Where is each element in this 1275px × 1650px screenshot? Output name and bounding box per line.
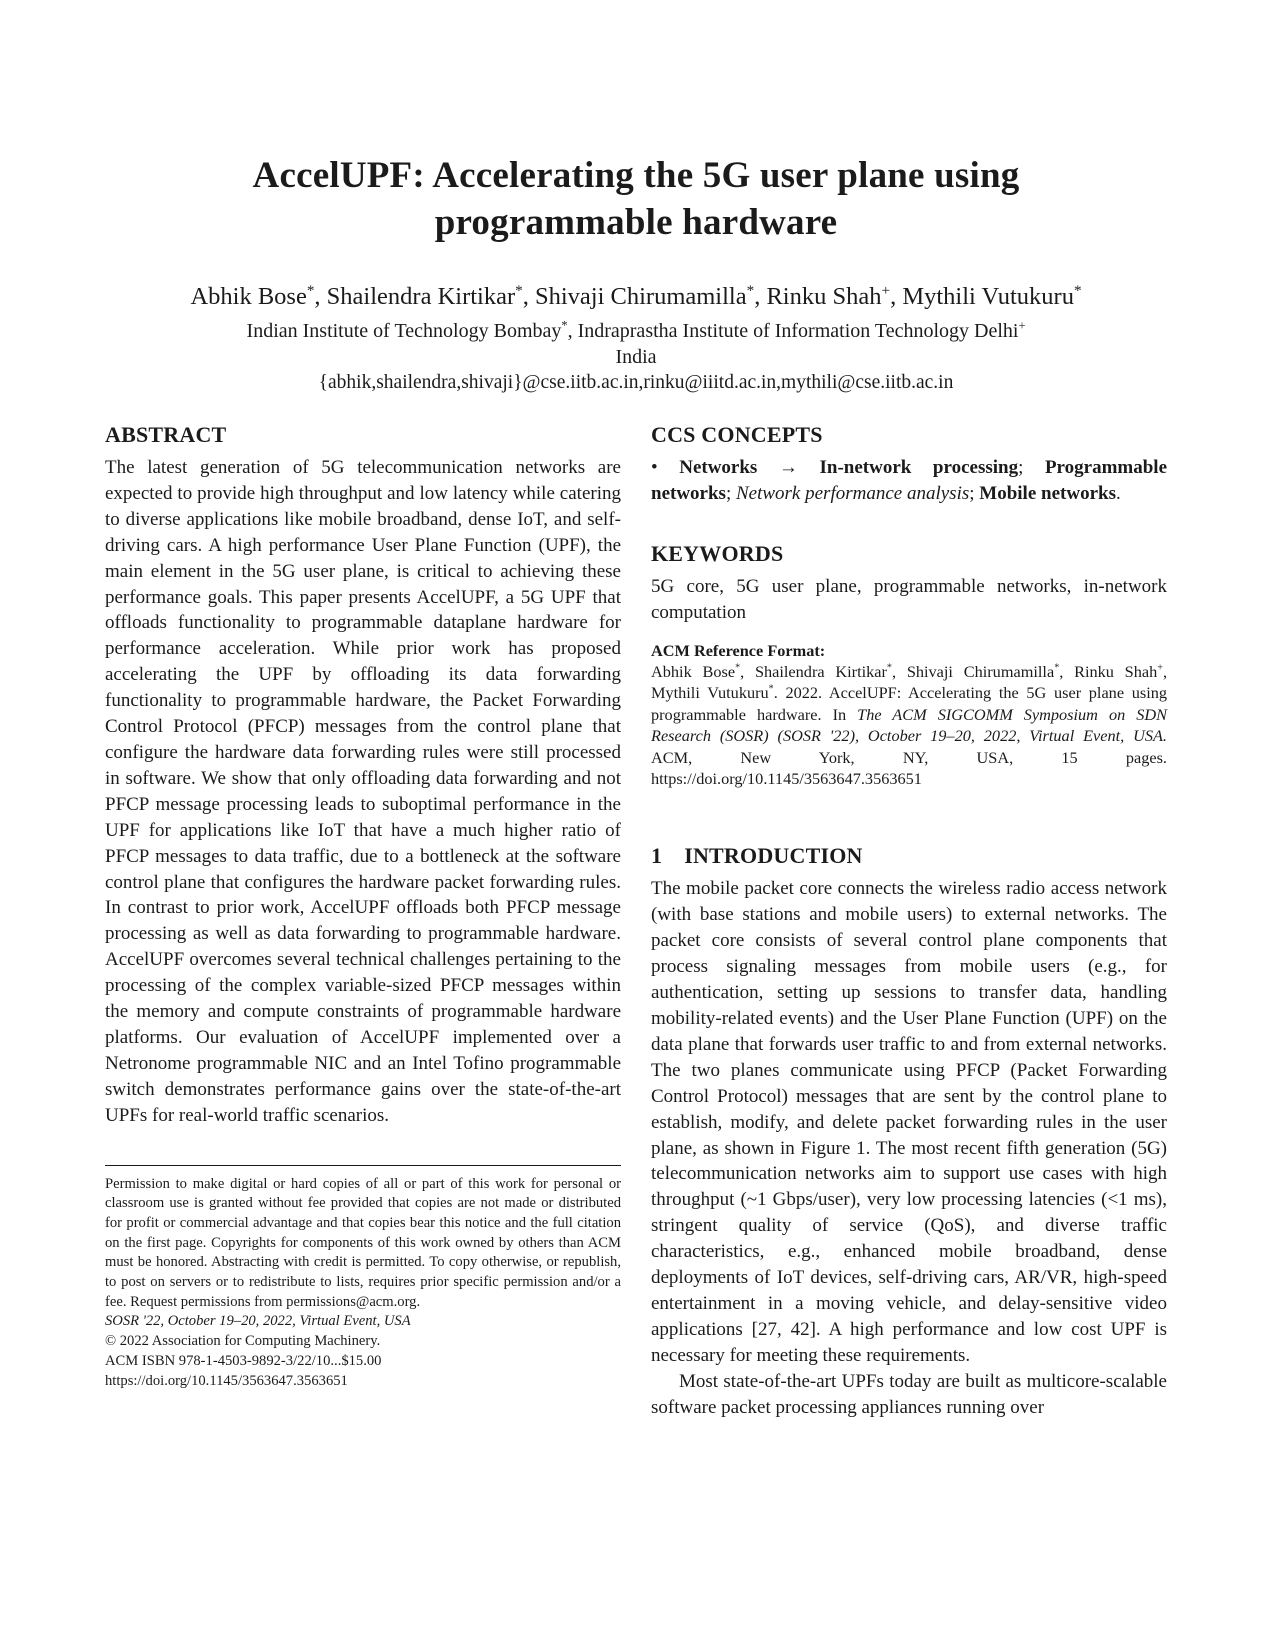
country-line: India	[615, 346, 657, 368]
footnote-divider	[105, 1165, 621, 1166]
intro-paragraph-1: The mobile packet core connects the wireless radio access network (with base stations and mobile users) to external networks. The packet core consists of several control plane components that process signaling messages from mobile users (e.g., for authentication, setting up sessions to transfer data, handling mobility-related events) and the User Plane Function (UPF) on the data plane that forwards user traffic to and from external networks. The two planes communicate using PFCP (Packet Forwarding Control Protocol) messages that are sent by the control plane to establish, modify, and delete packet forwarding rules in the user plane, as shown in Figure 1. The most recent fifth generation (5G) telecommunication networks aim to support use cases with high throughput (~1 Gbps/user), very low processing latencies (<1 ms), stringent quality of service (QoS), and diverse traffic characteristics, e.g., enhanced mobile broadband, dense deployments of IoT devices, self-driving cars, AR/VR, high-speed entertainment in a moving vehicle, and delay-sensitive video applications [27, 42]. A high performance and low cost UPF is necessary for meeting these requirements.	[651, 878, 1167, 1366]
acm-reference-section	[651, 640, 1167, 790]
isbn-line: ACM ISBN 978-1-4503-9892-3/22/10...$15.00	[105, 1352, 382, 1369]
email-line: {abhik,shailendra,shivaji}@cse.iitb.ac.in,rinku@iiitd.ac.in,mythili@cse.iitb.ac.in	[318, 372, 954, 393]
copyright-line: © 2022 Association for Computing Machinery.	[105, 1333, 381, 1350]
abstract-section	[105, 422, 621, 1129]
permission-text: Permission to make digital or hard copies of all or part of this work for personal or classroom use is granted without fee provided that copies are not made or distributed for profit or commercial advantage and that copies bear this notice and the full citation on the first page. Copyrights for components of this work owned by others than ACM must be honored. Abstracting with credit is permitted. To copy otherwise, or republish, to post on servers or to redistribute to lists, requires prior specific permission and/or a fee. Request permissions from permissions@acm.org.	[105, 1175, 621, 1310]
section-number: 1	[651, 843, 663, 869]
abstract-heading: ABSTRACT	[105, 422, 227, 447]
authors-line: Abhik Bose*, Shailendra Kirtikar*, Shivaji Chirumamilla*, Rinku Shah+, Mythili Vutukuru*	[190, 281, 1082, 310]
two-column-layout	[105, 422, 1167, 1421]
copyright-footnote	[105, 1165, 621, 1392]
doi-link[interactable]	[105, 1372, 621, 1392]
section-title: INTRODUCTION	[684, 843, 863, 869]
introduction-heading	[651, 843, 1167, 869]
doi-url[interactable]: https://doi.org/10.1145/3563647.3563651	[105, 1372, 348, 1389]
intro-paragraph-2: Most state-of-the-art UPFs today are built as multicore-scalable software packet processing appliances running over	[651, 1370, 1167, 1418]
acm-reference-body: Abhik Bose*, Shailendra Kirtikar*, Shivaji Chirumamilla*, Rinku Shah+, Mythili Vutukuru*. 2022. AccelUPF: Accelerating the 5G user plane using programmable hardware. In The ACM SIGCOMM Symposium on SDN Research (SOSR) (SOSR '22), October 19–20, 2022, Virtual Event, USA. ACM, New York, NY, USA, 15 pages. https://doi.org/10.1145/3563647.3563651	[651, 662, 1168, 789]
acm-reference-heading: ACM Reference Format:	[651, 640, 826, 660]
right-column	[651, 422, 1167, 1421]
conference-line: SOSR '22, October 19–20, 2022, Virtual Event, USA	[105, 1313, 411, 1330]
ccs-section	[651, 422, 1167, 507]
keywords-heading: KEYWORDS	[651, 540, 784, 566]
ccs-body: • Networks → In-network processing; Programmable networks; Network performance analysis; Mobile networks.	[651, 457, 1167, 504]
keywords-body: 5G core, 5G user plane, programmable networks, in-network computation	[651, 575, 1167, 623]
paper-title: AccelUPF: Accelerating the 5G user plane using programmable hardware	[252, 155, 1020, 243]
ccs-heading: CCS CONCEPTS	[651, 422, 823, 447]
keywords-section	[651, 541, 1167, 626]
abstract-body: The latest generation of 5G telecommunication networks are expected to provide high throughput and low latency while catering to diverse applications like mobile broadband, dense IoT, and self-driving cars. A high performance User Plane Function (UPF), the main element in the 5G user plane, is critical to achieving these performance goals. This paper presents AccelUPF, a 5G UPF that offloads functionality to programmable dataplane hardware for performance acceleration. While prior work has proposed accelerating the UPF by offloading its data forwarding functionality to programmable hardware, the Packet Forwarding Control Protocol (PFCP) messages from the control plane that configure the hardware data forwarding rules were still processed in software. We show that only offloading data forwarding and not PFCP message processing leads to suboptimal performance in the UPF for applications like IoT that have a much higher ratio of PFCP messages to data traffic, due to a bottleneck at the software control plane that configures the hardware packet forwarding rules. In contrast to prior work, AccelUPF offloads both PFCP message processing as well as data forwarding to programmable hardware. AccelUPF overcomes several technical challenges pertaining to the processing of the complex variable-sized PFCP messages within the memory and compute constraints of programmable hardware platforms. Our evaluation of AccelUPF implemented over a Netronome programmable NIC and an Intel Tofino programmable switch demonstrates performance gains over the state-of-the-art UPFs for real-world traffic scenarios.	[105, 457, 621, 1126]
introduction-section	[651, 843, 1167, 1420]
affiliation-line: Indian Institute of Technology Bombay*, Indraprastha Institute of Information Technology Delhi+	[246, 318, 1026, 342]
left-column	[105, 422, 621, 1421]
